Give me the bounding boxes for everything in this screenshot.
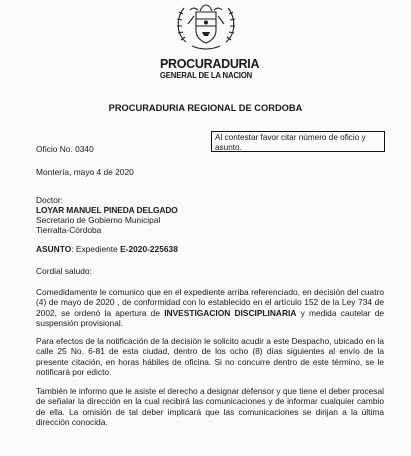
brand-name: PROCURADURIA <box>160 57 260 71</box>
greeting: Cordial saludo: <box>36 266 92 276</box>
paragraph-decision-emphasis: INVESTIGACION DISCIPLINARIA <box>164 307 297 318</box>
paragraph-rights: También le informo que le asiste el derecho a designar defensor y que tiene el deber procesal de señalar la dirección en la cual recibirá las comunicaciones y de informar cualquier cambio de ella. La omisión de tal deber implicará que las comunicaciones se dirijan a la última dirección conocida. <box>36 386 384 428</box>
recipient-city: Tierralta-Córdoba <box>36 225 102 235</box>
oficio-number: Oficio No. 0340 <box>36 144 94 154</box>
recipient-role: Secretario de Gobierno Municipal <box>36 215 161 225</box>
recipient-salutation: Doctor: <box>36 195 63 205</box>
reference-notice-box: Al contestar favor citar número de oficio y asunto. <box>211 131 385 152</box>
office-heading: PROCURADURIA REGIONAL DE CORDOBA <box>108 103 303 113</box>
letter-date: Montería, mayo 4 de 2020 <box>36 167 134 177</box>
paragraph-decision <box>36 287 384 329</box>
paragraph-decision-text: Comedidamente le comunico que en el expediente arriba referenciado, en decisión del cuatro (4) de mayo de 2020 , de conformidad con lo establecido en el artículo 152 de la Ley 734 de 2002, se ordenó la apertura de <box>36 287 384 318</box>
subject-prefix: : Expediente <box>71 244 121 254</box>
paragraph-notification: Para efectos de la notificación de la decisión le solicito acudir a este Despacho, ubicado en la calle 25 No. 6-81 de esta ciudad, dentro de los ocho (8) días siguientes al envío de la presente citación, en horas hábiles de oficina. Si no concurre dentro de este término, se le notificará por edicto. <box>36 336 384 378</box>
subject-line <box>36 244 178 254</box>
brand-subtitle: GENERAL DE LA NACION <box>159 71 253 80</box>
coat-of-arms-seal <box>170 2 242 54</box>
subject-label: ASUNTO <box>36 244 72 254</box>
subject-file-number: E-2020-225638 <box>120 244 178 254</box>
paragraph-decision-end: y medida cautelar de suspensión provisional. <box>36 307 385 329</box>
recipient-name: LOYAR MANUEL PINEDA DELGADO <box>36 205 178 215</box>
